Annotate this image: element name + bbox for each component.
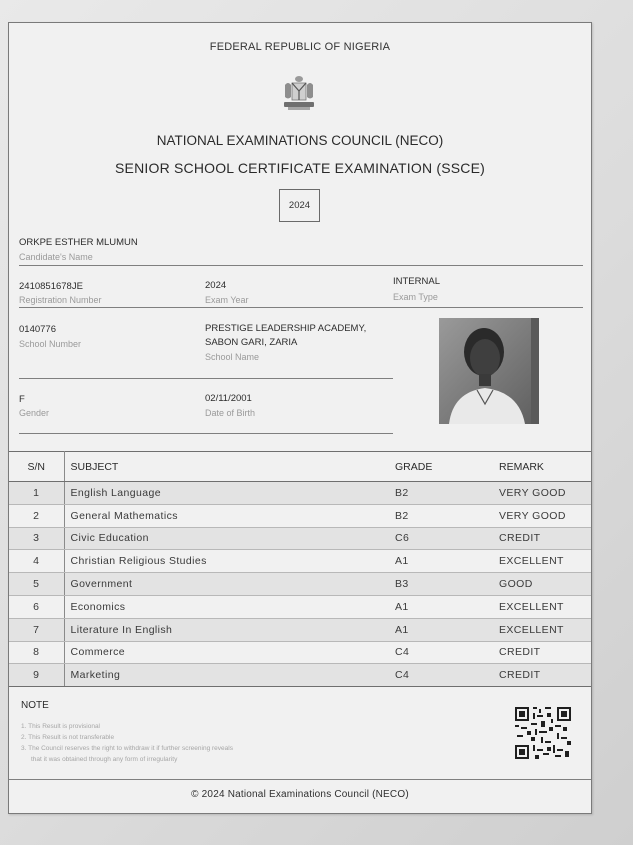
cell-remark: EXCELLENT [493, 595, 591, 618]
cell-sn: 6 [9, 595, 64, 618]
cell-subject: Government [64, 573, 389, 596]
cell-subject: Civic Education [64, 527, 389, 550]
copyright-text: © 2024 National Examinations Council (NECO) [191, 789, 409, 800]
note-title: NOTE [21, 700, 49, 711]
cell-sn: 1 [9, 482, 64, 505]
cell-subject: English Language [64, 482, 389, 505]
cell-sn: 2 [9, 504, 64, 527]
qr-code-icon [515, 707, 571, 759]
table-row [9, 618, 591, 641]
cell-sn: 3 [9, 527, 64, 550]
table-row [9, 527, 591, 550]
column-header-sn: S/N [9, 452, 64, 482]
cell-remark: EXCELLENT [493, 550, 591, 573]
cell-grade: B2 [389, 504, 493, 527]
note-item: that it was obtained through any form of irregularity [31, 756, 178, 763]
cell-remark: EXCELLENT [493, 618, 591, 641]
table-row [9, 641, 591, 664]
cell-grade: A1 [389, 618, 493, 641]
cell-subject: Economics [64, 595, 389, 618]
cell-subject: Marketing [64, 664, 389, 687]
country-heading: FEDERAL REPUBLIC OF NIGERIA [209, 41, 391, 53]
cell-remark: VERY GOOD [493, 504, 591, 527]
note-item: 1. This Result is provisional [21, 723, 100, 730]
table-row [9, 550, 591, 573]
cell-sn: 8 [9, 641, 64, 664]
exam-title: SENIOR SCHOOL CERTIFICATE EXAMINATION (SSCE) [115, 160, 485, 176]
cell-grade: B2 [389, 482, 493, 505]
school-number: 0140776 [19, 324, 56, 335]
cell-remark: CREDIT [493, 527, 591, 550]
date-of-birth-label: Date of Birth [205, 408, 256, 418]
table-row [9, 664, 591, 687]
registration-number-label: Registration Number [19, 295, 102, 305]
school-name-line-1: PRESTIGE LEADERSHIP ACADEMY, [205, 323, 367, 334]
school-name-label: School Name [205, 352, 260, 362]
note-item: 2. This Result is not transferable [21, 734, 115, 741]
results-table [9, 451, 591, 687]
gender-label: Gender [19, 408, 50, 418]
cell-grade: B3 [389, 573, 493, 596]
table-row [9, 595, 591, 618]
coat-of-arms-icon [277, 73, 321, 113]
cell-subject: Commerce [64, 641, 389, 664]
column-header-grade: GRADE [389, 452, 493, 482]
cell-sn: 5 [9, 573, 64, 596]
cell-remark: CREDIT [493, 664, 591, 687]
candidate-name-label: Candidate's Name [19, 252, 93, 262]
candidate-photo [439, 318, 539, 424]
exam-type: INTERNAL [393, 276, 440, 287]
cell-sn: 7 [9, 618, 64, 641]
gender: F [19, 394, 25, 405]
exam-year-label: Exam Year [205, 295, 249, 305]
divider [19, 433, 393, 434]
candidate-name: ORKPE ESTHER MLUMUN [19, 237, 138, 248]
cell-grade: C4 [389, 641, 493, 664]
date-of-birth: 02/11/2001 [205, 393, 252, 404]
cell-remark: GOOD [493, 573, 591, 596]
cell-grade: C4 [389, 664, 493, 687]
cell-grade: A1 [389, 550, 493, 573]
divider [19, 378, 393, 379]
cell-remark: VERY GOOD [493, 482, 591, 505]
column-header-subject: SUBJECT [64, 452, 389, 482]
column-header-remark: REMARK [493, 452, 591, 482]
note-item: 3. The Council reserves the right to withdraw it if further screening reveals [21, 745, 233, 752]
exam-type-label: Exam Type [393, 292, 438, 302]
results-header-row [9, 452, 591, 482]
school-name-line-2: SABON GARI, ZARIA [205, 337, 298, 348]
notes-list [21, 721, 233, 765]
table-row [9, 573, 591, 596]
cell-sn: 9 [9, 664, 64, 687]
divider [19, 265, 583, 266]
cell-grade: C6 [389, 527, 493, 550]
cell-subject: Literature In English [64, 618, 389, 641]
exam-year: 2024 [205, 280, 227, 291]
footer-divider [9, 779, 591, 780]
registration-number: 2410851678JE [19, 281, 83, 292]
cell-subject: General Mathematics [64, 504, 389, 527]
cell-remark: CREDIT [493, 641, 591, 664]
school-number-label: School Number [19, 339, 82, 349]
council-heading: NATIONAL EXAMINATIONS COUNCIL (NECO) [156, 133, 444, 148]
divider [19, 307, 583, 308]
cell-sn: 4 [9, 550, 64, 573]
cell-grade: A1 [389, 595, 493, 618]
cell-subject: Christian Religious Studies [64, 550, 389, 573]
exam-year-box: 2024 [279, 189, 320, 222]
table-row [9, 504, 591, 527]
result-sheet [8, 22, 592, 814]
table-row [9, 482, 591, 505]
